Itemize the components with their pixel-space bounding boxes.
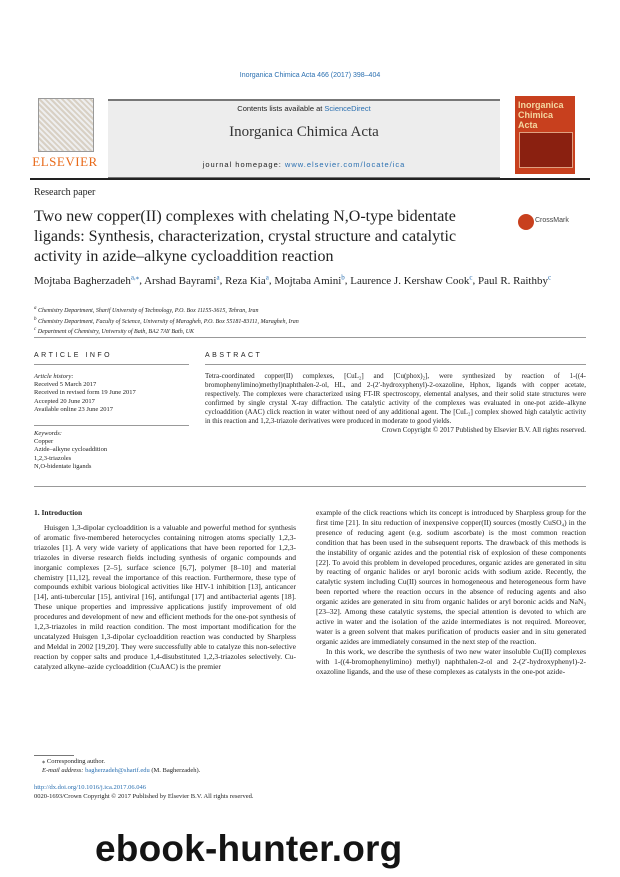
cover-title: Inorganica Chimica Acta: [518, 100, 564, 130]
affiliation-text: Chemistry Department, Faculty of Science, University of Maragheh, P.O. Box 55181-83111, Maragheh, Iran: [36, 318, 299, 325]
author-name: Paul R. Raithby: [478, 274, 548, 287]
author-affiliation-mark[interactable]: b: [341, 273, 345, 281]
affiliation-text: Chemistry Department, Sharif University of Technology, P.O. Box 11155-3615, Tehran, Iran: [36, 308, 259, 314]
crossmark-badge[interactable]: [518, 214, 580, 230]
homepage-prefix: journal homepage:: [202, 160, 285, 169]
history-label: Article history:: [34, 373, 74, 380]
journal-title: Inorganica Chimica Acta: [229, 124, 379, 140]
author-name: Reza Kia: [225, 274, 266, 287]
contents-prefix: Contents lists available at: [237, 104, 325, 113]
abstract-copyright: Crown Copyright © 2017 Published by Elsevier B.V. All rights reserved.: [381, 426, 586, 434]
crossmark-icon: [518, 214, 534, 230]
author-name: Arshad Bayrami: [144, 274, 217, 287]
keyword-item: 1,2,3-triazoles: [34, 454, 72, 462]
footnote-divider: [34, 755, 74, 756]
author-affiliation-mark[interactable]: c: [548, 273, 552, 281]
affiliation: [34, 305, 579, 316]
article-title: Two new copper(II) complexes with chelating N,O-type bidentate ligands: Synthesis, characterization, crystal structure and catalytic activity in azide–alkyne cycloaddition reaction: [34, 208, 457, 265]
author-affiliation-mark[interactable]: c: [469, 273, 473, 281]
section-heading-introduction: 1. Introduction: [34, 508, 83, 517]
footnotes: [34, 758, 296, 775]
doi-block: [34, 784, 254, 801]
article-info-heading: ARTICLE INFO: [34, 352, 113, 359]
affiliation-text: Department of Chemistry, University of Bath, BA2 7AY Bath, UK: [36, 329, 195, 335]
journal-cover-image[interactable]: [515, 96, 575, 174]
article-type: Research paper: [34, 187, 96, 198]
author[interactable]: [478, 275, 551, 287]
email-label: E-mail address:: [42, 766, 86, 774]
abstract-heading: ABSTRACT: [205, 352, 263, 359]
homepage-link[interactable]: www.elsevier.com/locate/ica: [284, 160, 406, 169]
keyword-item: Copper: [34, 438, 54, 446]
author-name: Mojtaba Bagherzadeh: [34, 274, 131, 287]
author-list: Mojtaba Bagherzadeh$^{a,⁎}$, Arshad Bayrami$^a$, Reza Kia$^a$, Mojtaba Amini$^b$, Laurence J. Kershaw Cook$^c$, Paul R. Raithby$^c$: [34, 273, 552, 287]
sciencedirect-link[interactable]: ScienceDirect: [324, 104, 371, 113]
author-name: Mojtaba Amini: [274, 274, 342, 287]
issn-line: 0020-1693/Crown Copyright © 2017 Published by Elsevier B.V. All rights reserved.: [34, 792, 254, 800]
crossmark-label: CrossMark: [535, 217, 569, 224]
right-column-paragraph-1: example of the click reactions which its concept is introduced by Sharpless group for the first time [21]. In situ reduction of inexpensive copper(II) sources (mostly CuSO₄) in the presence of reducing agent (e.g. sodium ascorbate) is the most common reaction condition that has been used in the subsequent reports. The drawback of this methods is the instability of organic azides and the potential risk of explosion of these components [22]. To avoid this problem in developed procedures, organic azides are generated in situ by reacting of organic halides or aryl boronic acids with sodium azide. Recently, the catalytic system including Cu(II) sources in homogeneous and heterogeneous form have been reported where the reaction occurs in the absence of reducing agents and also organic azides are generated in situ from organic halides or aryl boronic acids and NaN₃ [23–32]. Among these catalytic systems, the special attention is devoted to which are active in water and the isolation of the azide intermediates is not required. Moreover, water is a green solvent that makes purification of products easier and in situ generated organic azides are immediately consumed in the next step of the reaction.: [316, 508, 586, 646]
body-right-column: [316, 508, 586, 676]
affiliation-list: [34, 305, 579, 337]
abstract-body: [205, 372, 586, 435]
history-items: [34, 381, 136, 414]
journal-banner: [108, 99, 500, 179]
journal-homepage: [108, 160, 500, 169]
history-item: Accepted 20 June 2017: [34, 397, 95, 405]
body-left-column: Huisgen 1,3-dipolar cycloaddition is a valuable and powerful method for synthesis of aromatic five-membered heterocycles containing nitrogen atoms specially 1,2,3-triazoles [1]. A very wide variety of applications that have been reported for 1,2,3-triazoles in diverse research fields including synthesis of organic compounds and inorganic complexes [2–5], surface science [6,7], polymer [8–10] and material chemistry [11,12], reveal the importance of this reaction. Furthermore, these type of compounds exhibit various biological activities like HIV-1 inhibition [13], anticancer [14], anti-tubercular [15], antiviral [16], antifungal [17] and antibacterial agents [18]. These unique properties and impressive applications justify improvement of old procedures and development of new and efficient methods for the one-pot synthesis of 1,2,3-triazoles in mild reaction condition. The most important modification for the uncatalyzed Huisgen 1,3-dipolar cycloaddition reaction was conducted by Sharpless and Meldal in 2002 [19,20]. They were successfully able to catalyze this non-selective reaction by copper salts and produce 1,4-disubstituted 1,2,3-triazoles selectively. Cu-catalyzed alkyne–azide cycloaddition (CuAAC) is the premier: [34, 523, 296, 671]
history-item: Available online 23 June 2017: [34, 405, 113, 413]
keyword-item: Azide–alkyne cycloaddition: [34, 446, 108, 454]
author-affiliation-mark[interactable]: a: [265, 273, 269, 281]
keywords-label: Keywords:: [34, 430, 62, 437]
keyword-items: [34, 438, 107, 471]
header-divider: [30, 178, 590, 180]
author-affiliation-mark[interactable]: a,⁎: [130, 273, 140, 281]
contents-line: [108, 104, 500, 113]
keywords: [34, 430, 107, 471]
elsevier-logo: [30, 96, 100, 172]
author[interactable]: [144, 275, 220, 287]
corresponding-author-note: ⁎ Corresponding author.: [42, 758, 106, 765]
email-note: [34, 767, 296, 776]
author[interactable]: [350, 275, 472, 287]
author[interactable]: [34, 275, 139, 287]
keyword-item: N,O-bidentate ligands: [34, 462, 92, 470]
affiliation: [34, 316, 579, 327]
author[interactable]: [274, 275, 344, 287]
journal-citation[interactable]: Inorganica Chimica Acta 466 (2017) 398–404: [239, 72, 381, 79]
front-matter-divider: [34, 486, 586, 487]
history-item: Received 5 March 2017: [34, 381, 97, 389]
article-history: [34, 373, 136, 414]
email-suffix: (M. Bagherzadeh).: [149, 766, 201, 774]
article-info-divider: [34, 364, 189, 365]
affiliation-mark: c: [34, 327, 37, 332]
author-affiliation-mark[interactable]: a: [216, 273, 220, 281]
abstract-text: Tetra-coordinated copper(II) complexes, [CuL₂] and [Cu(phox)₂], were synthesized by reaction of 1-((4-bromophenylimino)methyl)naphthalen-2-ol, HL, and 2-(2′-hydroxyphenyl)-2-oxazoline, Hphox, ligands with copper acetate, respectively. The complexes were characterized using FT-IR spectroscopy, elemental analyses, and their solid state structures were confirmed by single crystal X-ray diffraction. The catalytic activity of the complexes was evaluated in one-pot azide–alkyne cycloaddition (AAC) click reaction in water without need of any additional agent. The [CuL₂] complex showed high catalytic activity in this reaction and 1,2,3-triazole derivatives were produced in moderate to good yields.: [205, 372, 586, 425]
cover-photo: [519, 132, 573, 168]
affiliation: [34, 326, 579, 337]
abstract-divider: [205, 364, 586, 365]
affiliation-divider: [34, 337, 586, 338]
elsevier-wordmark: ELSEVIER: [32, 154, 98, 169]
affiliation-mark: a: [34, 306, 37, 311]
author[interactable]: [225, 275, 269, 287]
author-name: Laurence J. Kershaw Cook: [350, 274, 470, 287]
keywords-divider: [34, 425, 189, 426]
right-column-paragraph-2: In this work, we describe the synthesis of two new water insoluble Cu(II) complexes with 1-((4-bromophenylimino) methyl) naphthalen-2-ol and 2-(2′-hydroxyphenyl)-2-oxazoline ligands, and the use of these complexes as catalysts in the one-pot azide-: [316, 646, 586, 676]
doi-link[interactable]: http://dx.doi.org/10.1016/j.ica.2017.06.046: [34, 784, 147, 791]
watermark: ebook-hunter.org: [95, 828, 403, 869]
affiliation-mark: b: [34, 316, 37, 322]
elsevier-tree-icon: [38, 98, 94, 152]
email-link[interactable]: bagherzadeh@sharif.edu: [85, 766, 150, 774]
history-item: Received in revised form 19 June 2017: [34, 389, 136, 397]
